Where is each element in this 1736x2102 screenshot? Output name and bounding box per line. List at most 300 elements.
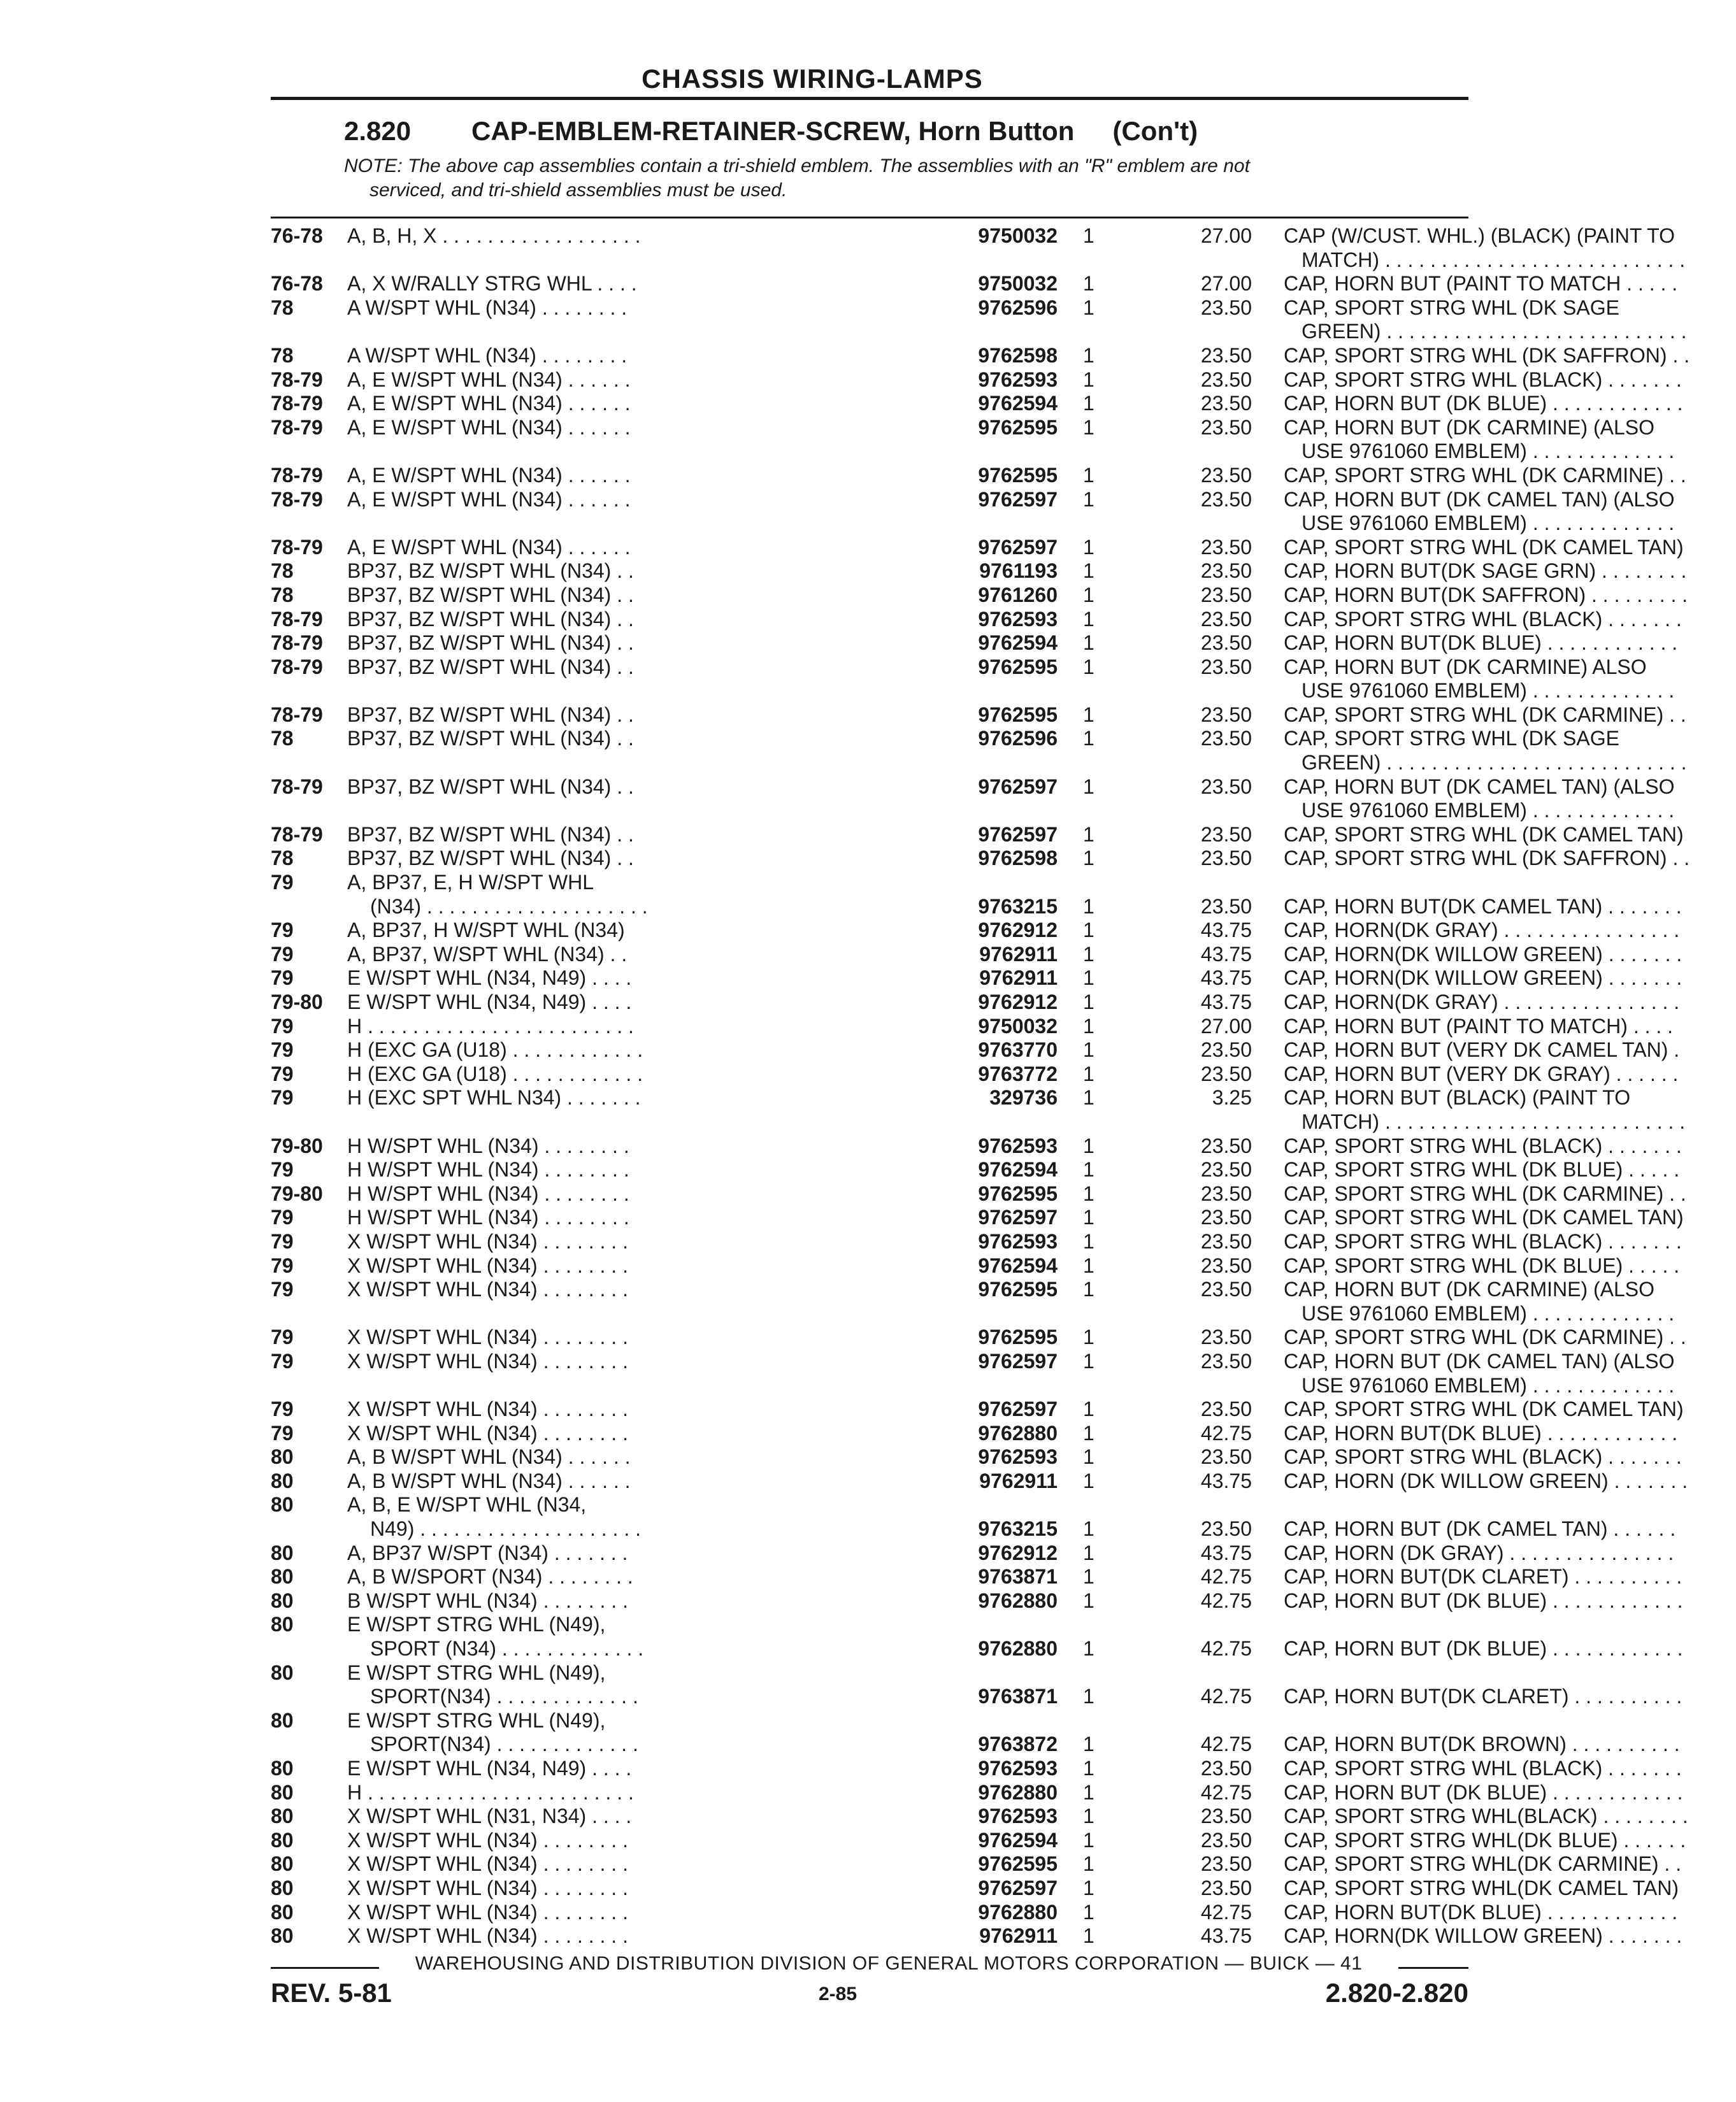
part-number: 9762594 (978, 631, 1058, 655)
model-line: H W/SPT WHL (N34) . . . . . . . . (347, 1134, 629, 1157)
year-range: 78 (271, 583, 294, 606)
table-row (271, 990, 1680, 1015)
quantity: 1 (1083, 1805, 1094, 1828)
description-line: CAP, HORN(DK GRAY) . . . . . . . . . . . . . . . . (1284, 990, 1680, 1013)
year-range: 80 (271, 1445, 294, 1469)
price: 23.50 (1200, 368, 1252, 391)
year-range: 80 (271, 1828, 294, 1852)
model-application (347, 990, 959, 1015)
part-number: 9762911 (979, 942, 1058, 966)
description-line: CAP, HORN BUT (VERY DK GRAY) . . . . . . (1284, 1062, 1679, 1085)
year-range: 79 (271, 942, 294, 966)
price: 23.50 (1200, 583, 1252, 606)
part-number: 9762597 (978, 1398, 1058, 1421)
table-row (271, 1924, 1682, 1948)
model-application (347, 1062, 959, 1087)
part-number: 9762880 (978, 1637, 1058, 1661)
parts-table (271, 224, 1690, 1948)
quantity: 1 (1083, 535, 1094, 559)
description (1284, 823, 1736, 847)
description-line: CAP, SPORT STRG WHL (BLACK) . . . . . . . (1284, 368, 1682, 391)
description-line: CAP, HORN (DK WILLOW GREEN) . . . . . . . (1284, 1469, 1688, 1492)
year-range: 76-78 (271, 224, 323, 247)
year-range: 78 (271, 847, 294, 870)
year-range: 80 (271, 1757, 294, 1780)
model-application (347, 1901, 959, 1925)
model-line: H . . . . . . . . . . . . . . . . . . . . . . . . (347, 1780, 634, 1804)
description (1284, 1086, 1736, 1134)
table-row (271, 942, 1682, 967)
description-line: CAP, SPORT STRG WHL (DK BLUE) . . . . . (1284, 1158, 1680, 1182)
table-row (271, 1254, 1680, 1278)
quantity: 1 (1083, 343, 1094, 367)
description (1284, 1733, 1736, 1757)
quantity: 1 (1083, 1278, 1094, 1301)
table-row (271, 871, 1682, 919)
description (1284, 1685, 1736, 1709)
model-line: X W/SPT WHL (N34) . . . . . . . . (347, 1229, 628, 1253)
year-range: 79 (271, 1229, 294, 1253)
price: 23.50 (1200, 1445, 1252, 1469)
model-line: H W/SPT WHL (N34) . . . . . . . . (347, 1182, 629, 1205)
part-number: 9762593 (978, 1757, 1058, 1780)
year-range: 80 (271, 1708, 294, 1732)
price: 23.50 (1200, 1062, 1252, 1085)
model-line: A, BP37, H W/SPT WHL (N34) (347, 919, 625, 942)
description (1284, 608, 1736, 632)
price: 43.75 (1200, 1541, 1252, 1564)
price: 23.50 (1200, 1349, 1252, 1373)
part-number: 9762912 (978, 919, 1058, 942)
model-line: A, B, H, X . . . . . . . . . . . . . . . . . . (347, 224, 641, 247)
price: 23.50 (1200, 343, 1252, 367)
table-row (271, 1900, 1678, 1925)
part-number: 9762596 (978, 296, 1058, 319)
table-row (271, 1661, 1682, 1709)
year-range: 79-80 (271, 990, 323, 1013)
part-number: 9762598 (978, 847, 1058, 870)
part-number: 9763872 (978, 1733, 1058, 1756)
description-line: CAP, SPORT STRG WHL (BLACK) . . . . . . . (1284, 1134, 1682, 1157)
description (1284, 1901, 1736, 1925)
table-row (271, 655, 1675, 703)
part-number: 9762595 (978, 1182, 1058, 1205)
price: 23.50 (1200, 775, 1252, 798)
quantity: 1 (1083, 1876, 1094, 1899)
quantity: 1 (1083, 919, 1094, 942)
price: 42.75 (1200, 1637, 1252, 1661)
model-application (347, 1493, 959, 1541)
table-row (271, 392, 1683, 416)
model-line: E W/SPT STRG WHL (N49), (347, 1661, 606, 1684)
table-row (271, 1852, 1682, 1877)
table-row (271, 1828, 1686, 1853)
table-row (271, 1086, 1686, 1134)
table-row (271, 1876, 1679, 1901)
description (1284, 488, 1736, 536)
price: 43.75 (1200, 990, 1252, 1013)
table-row (271, 559, 1687, 583)
quantity: 1 (1083, 224, 1094, 247)
model-line: A, BP37, W/SPT WHL (N34) . . (347, 942, 628, 966)
description (1284, 1350, 1736, 1398)
model-application (347, 488, 959, 512)
continued-label: (Con't) (1112, 116, 1198, 146)
description (1284, 392, 1736, 416)
part-number: 9762597 (978, 775, 1058, 798)
table-row (271, 966, 1682, 990)
table-row (271, 822, 1684, 847)
part-number: 9762597 (978, 1206, 1058, 1229)
model-application (347, 727, 959, 751)
model-line: H W/SPT WHL (N34) . . . . . . . . (347, 1158, 629, 1182)
quantity: 1 (1083, 487, 1094, 511)
description-line: CAP, HORN BUT (DK CARMINE) (ALSO (1284, 1278, 1655, 1301)
description (1284, 631, 1736, 655)
price: 23.50 (1200, 847, 1252, 870)
quantity: 1 (1083, 1421, 1094, 1445)
model-line: A, B W/SPORT (N34) . . . . . . . . (347, 1565, 633, 1589)
price: 43.75 (1200, 1924, 1252, 1948)
part-number: 9762597 (978, 1876, 1058, 1899)
part-number: 9762596 (978, 727, 1058, 750)
model-line: E W/SPT WHL (N34, N49) . . . . (347, 1757, 632, 1780)
model-line: H (EXC GA (U18) . . . . . . . . . . . . (347, 1038, 643, 1062)
part-number: 9762880 (978, 1780, 1058, 1804)
description-line: CAP, HORN BUT (PAINT TO MATCH . . . . . (1284, 272, 1678, 296)
table-row (271, 727, 1687, 775)
year-range: 79 (271, 1421, 294, 1445)
model-line: BP37, BZ W/SPT WHL (N34) . . (347, 822, 634, 846)
quantity: 1 (1083, 1038, 1094, 1062)
description (1284, 1422, 1736, 1446)
price: 23.50 (1200, 727, 1252, 750)
quantity: 1 (1083, 775, 1094, 798)
description-line: CAP, HORN BUT (DK CAMEL TAN) (ALSO (1284, 487, 1675, 511)
part-number: 9762912 (978, 1541, 1058, 1564)
price: 43.75 (1200, 919, 1252, 942)
price: 42.75 (1200, 1565, 1252, 1589)
year-range: 80 (271, 1805, 294, 1828)
description (1284, 1565, 1736, 1589)
table-row (271, 1421, 1678, 1446)
model-line: A, B, E W/SPT WHL (N34, (347, 1493, 587, 1517)
model-application (347, 224, 959, 248)
quantity: 1 (1083, 1445, 1094, 1469)
table-row (271, 847, 1690, 871)
model-line: BP37, BZ W/SPT WHL (N34) . . (347, 703, 634, 726)
table-row (271, 1134, 1682, 1159)
table-row (271, 1493, 1676, 1541)
table-row (271, 1326, 1686, 1350)
model-application (347, 1613, 959, 1661)
price: 23.50 (1200, 1038, 1252, 1062)
year-range: 78-79 (271, 368, 323, 391)
model-line: A, E W/SPT WHL (N34) . . . . . . (347, 535, 631, 559)
model-application (347, 1134, 959, 1159)
model-application (347, 272, 959, 296)
model-application (347, 871, 959, 919)
description (1284, 272, 1736, 296)
price: 42.75 (1200, 1421, 1252, 1445)
model-line: X W/SPT WHL (N34) . . . . . . . . (347, 1828, 628, 1852)
table-row (271, 583, 1688, 608)
price: 23.50 (1200, 487, 1252, 511)
description (1284, 583, 1736, 608)
table-row (271, 1349, 1675, 1398)
table-row (271, 919, 1680, 943)
model-application (347, 966, 959, 990)
model-line: X W/SPT WHL (N34) . . . . . . . . (347, 1852, 628, 1876)
part-number: 9762911 (979, 1924, 1058, 1948)
description-line: CAP, HORN BUT(DK SAGE GRN) . . . . . . . . (1284, 559, 1687, 583)
description (1284, 1541, 1736, 1566)
model-application (347, 1158, 959, 1182)
quantity: 1 (1083, 392, 1094, 415)
model-application (347, 1565, 959, 1589)
table-row (271, 535, 1684, 560)
description-line: CAP, HORN BUT (DK CAMEL TAN) (ALSO (1284, 775, 1675, 798)
description-line: CAP, HORN(DK GRAY) . . . . . . . . . . . . . . . . (1284, 919, 1680, 942)
description-line: CAP, SPORT STRG WHL (BLACK) . . . . . . . (1284, 1445, 1682, 1469)
description (1284, 990, 1736, 1015)
year-range: 78-79 (271, 463, 323, 487)
model-application (347, 655, 959, 680)
quantity: 1 (1083, 463, 1094, 487)
price: 42.75 (1200, 1780, 1252, 1804)
quantity: 1 (1083, 1517, 1094, 1541)
part-number: 9762595 (978, 1278, 1058, 1301)
quantity: 1 (1083, 822, 1094, 846)
year-range: 80 (271, 1852, 294, 1876)
model-application (347, 1877, 959, 1901)
part-number: 9762593 (978, 1445, 1058, 1469)
table-row (271, 1589, 1683, 1613)
model-line: A, X W/RALLY STRG WHL . . . . (347, 272, 637, 296)
description (1284, 1015, 1736, 1039)
quantity: 1 (1083, 1182, 1094, 1205)
description-line: CAP, SPORT STRG WHL (DK CARMINE) . . (1284, 1326, 1686, 1349)
description (1284, 703, 1736, 727)
model-application (347, 703, 959, 727)
description-line: CAP, SPORT STRG WHL (BLACK) . . . . . . . (1284, 607, 1682, 631)
model-application (347, 1350, 959, 1374)
year-range: 80 (271, 1589, 294, 1612)
description (1284, 1445, 1736, 1469)
price: 23.50 (1200, 463, 1252, 487)
description (1284, 296, 1736, 344)
model-line: A, E W/SPT WHL (N34) . . . . . . (347, 415, 631, 439)
model-line: A, E W/SPT WHL (N34) . . . . . . (347, 368, 631, 391)
description-line: CAP, HORN (DK GRAY) . . . . . . . . . . . . . . . (1284, 1541, 1674, 1564)
price: 42.75 (1200, 1733, 1252, 1756)
model-line: X W/SPT WHL (N34) . . . . . . . . (347, 1924, 628, 1948)
description (1284, 1805, 1736, 1829)
year-range: 78-79 (271, 631, 323, 655)
note-line-2: serviced, and tri-shield assemblies must be used. (369, 180, 787, 201)
price: 23.50 (1200, 296, 1252, 319)
table-row (271, 1229, 1682, 1254)
description-line: CAP, SPORT STRG WHL (DK CARMINE) . . (1284, 463, 1686, 487)
price: 23.50 (1200, 1517, 1252, 1541)
quantity: 1 (1083, 1326, 1094, 1349)
model-line: A, B W/SPT WHL (N34) . . . . . . (347, 1445, 631, 1469)
description (1284, 1852, 1736, 1877)
description (1284, 1134, 1736, 1159)
quantity: 1 (1083, 942, 1094, 966)
quantity: 1 (1083, 1733, 1094, 1756)
quantity: 1 (1083, 1541, 1094, 1564)
model-application (347, 1709, 959, 1757)
description (1284, 1781, 1736, 1805)
part-number: 9762911 (979, 966, 1058, 990)
part-number: 9762912 (978, 990, 1058, 1013)
quantity: 1 (1083, 894, 1094, 918)
price: 43.75 (1200, 1469, 1252, 1492)
model-application (347, 1206, 959, 1230)
description-line: CAP, HORN BUT (BLACK) (PAINT TO (1284, 1086, 1631, 1110)
part-number: 9762911 (979, 1469, 1058, 1492)
part-number: 9762598 (978, 343, 1058, 367)
model-line: A, BP37 W/SPT (N34) . . . . . . . (347, 1541, 628, 1564)
quantity: 1 (1083, 1206, 1094, 1229)
year-range: 80 (271, 1541, 294, 1564)
quantity: 1 (1083, 1589, 1094, 1612)
description-line: CAP, HORN BUT (DK BLUE) . . . . . . . . . . . . (1284, 392, 1683, 415)
part-number: 9762597 (978, 487, 1058, 511)
model-line: (N34) . . . . . . . . . . . . . . . . . . . . (370, 894, 648, 918)
year-range: 80 (271, 1924, 294, 1948)
description-line: CAP, SPORT STRG WHL (DK SAFFRON) . . (1284, 847, 1690, 870)
description (1284, 919, 1736, 943)
model-line: N49) . . . . . . . . . . . . . . . . . . . . (370, 1517, 641, 1541)
model-line: E W/SPT STRG WHL (N49), (347, 1708, 606, 1732)
description-line: CAP, SPORT STRG WHL(DK BLUE) . . . . . . (1284, 1828, 1686, 1852)
subsection-heading (344, 116, 1427, 147)
description (1284, 1254, 1736, 1278)
description-line: MATCH) . . . . . . . . . . . . . . . . . . . . . . . . . . . (1302, 248, 1686, 271)
description-line: CAP, HORN BUT(DK CLARET) . . . . . . . . . . (1284, 1685, 1682, 1708)
quantity: 1 (1083, 703, 1094, 726)
model-line: BP37, BZ W/SPT WHL (N34) . . (347, 847, 634, 870)
quantity: 1 (1083, 1924, 1094, 1948)
quantity: 1 (1083, 1828, 1094, 1852)
table-row (271, 1278, 1675, 1326)
model-line: BP37, BZ W/SPT WHL (N34) . . (347, 727, 634, 750)
part-number: 9763871 (978, 1685, 1058, 1708)
part-number: 9762880 (978, 1900, 1058, 1924)
table-row (271, 1014, 1674, 1039)
description-line: CAP, SPORT STRG WHL (DK SAGE (1284, 296, 1619, 319)
model-application (347, 1230, 959, 1254)
description-line: CAP, HORN BUT(DK CLARET) . . . . . . . . . . (1284, 1565, 1682, 1589)
quantity: 1 (1083, 272, 1094, 296)
subsection-number: 2.820 (344, 116, 412, 146)
page-number: 2-85 (818, 1984, 857, 2005)
model-line: X W/SPT WHL (N34) . . . . . . . . (347, 1278, 628, 1301)
year-range: 80 (271, 1565, 294, 1589)
model-application (347, 1326, 959, 1350)
part-number: 9762880 (978, 1589, 1058, 1612)
price: 23.50 (1200, 631, 1252, 655)
year-range: 79 (271, 1014, 294, 1038)
table-row (271, 368, 1682, 392)
price: 23.50 (1200, 1229, 1252, 1253)
model-line: X W/SPT WHL (N31, N34) . . . . (347, 1805, 632, 1828)
table-row (271, 607, 1682, 632)
year-range: 79 (271, 1278, 294, 1301)
description (1284, 1877, 1736, 1901)
model-line: X W/SPT WHL (N34) . . . . . . . . (347, 1900, 628, 1924)
year-range: 76-78 (271, 272, 323, 296)
part-number: 9762597 (978, 822, 1058, 846)
year-range: 79 (271, 966, 294, 990)
model-line: BP37, BZ W/SPT WHL (N34) . . (347, 655, 634, 678)
description (1284, 1757, 1736, 1781)
model-application (347, 1086, 959, 1110)
quantity: 1 (1083, 727, 1094, 750)
table-row (271, 1182, 1686, 1206)
description (1284, 1278, 1736, 1326)
description (1284, 536, 1736, 560)
year-range: 79 (271, 1206, 294, 1229)
year-range: 80 (271, 1613, 294, 1636)
description-line: CAP, SPORT STRG WHL (DK SAFFRON) . . (1284, 343, 1690, 367)
quantity: 1 (1083, 1086, 1094, 1110)
part-number: 9763215 (978, 1517, 1058, 1541)
footer-organization: WAREHOUSING AND DISTRIBUTION DIVISION OF GENERAL MOTORS CORPORATION — BUICK — 41 (415, 1953, 1363, 1974)
year-range: 78-79 (271, 775, 323, 798)
subsection-title: CAP-EMBLEM-RETAINER-SCREW, Horn Button (471, 116, 1075, 146)
quantity: 1 (1083, 1062, 1094, 1085)
table-row (271, 463, 1686, 488)
table-row (271, 1445, 1682, 1469)
model-line: X W/SPT WHL (N34) . . . . . . . . (347, 1349, 628, 1373)
year-range: 78-79 (271, 703, 323, 726)
model-application (347, 1589, 959, 1613)
description (1284, 1829, 1736, 1853)
price: 42.75 (1200, 1900, 1252, 1924)
model-line: X W/SPT WHL (N34) . . . . . . . . (347, 1421, 628, 1445)
model-application (347, 1541, 959, 1566)
description-line: CAP, HORN BUT(DK BLUE) . . . . . . . . . . . . (1284, 1900, 1678, 1924)
price: 23.50 (1200, 1326, 1252, 1349)
model-application (347, 368, 959, 392)
table-row (271, 631, 1678, 655)
description-line: CAP, HORN(DK WILLOW GREEN) . . . . . . . (1284, 1924, 1682, 1948)
price: 23.50 (1200, 607, 1252, 631)
model-line: E W/SPT STRG WHL (N49), (347, 1613, 606, 1636)
year-range: 79 (271, 1398, 294, 1421)
part-number: 9763772 (978, 1062, 1058, 1085)
model-application (347, 847, 959, 871)
header-rule (271, 97, 1468, 100)
price: 23.50 (1200, 1182, 1252, 1205)
price: 23.50 (1200, 822, 1252, 846)
quantity: 1 (1083, 1254, 1094, 1277)
table-row (271, 1469, 1688, 1494)
model-line: X W/SPT WHL (N34) . . . . . . . . (347, 1398, 628, 1421)
quantity: 1 (1083, 1685, 1094, 1708)
table-row (271, 1038, 1680, 1062)
description (1284, 966, 1736, 990)
part-number: 9762593 (978, 1229, 1058, 1253)
description-line: CAP, HORN BUT(DK CAMEL TAN) . . . . . . . (1284, 894, 1682, 918)
year-range: 78-79 (271, 487, 323, 511)
part-number: 9761193 (979, 559, 1058, 583)
description-line: CAP, HORN BUT (DK CARMINE) ALSO (1284, 655, 1647, 678)
part-number: 9763770 (978, 1038, 1058, 1062)
